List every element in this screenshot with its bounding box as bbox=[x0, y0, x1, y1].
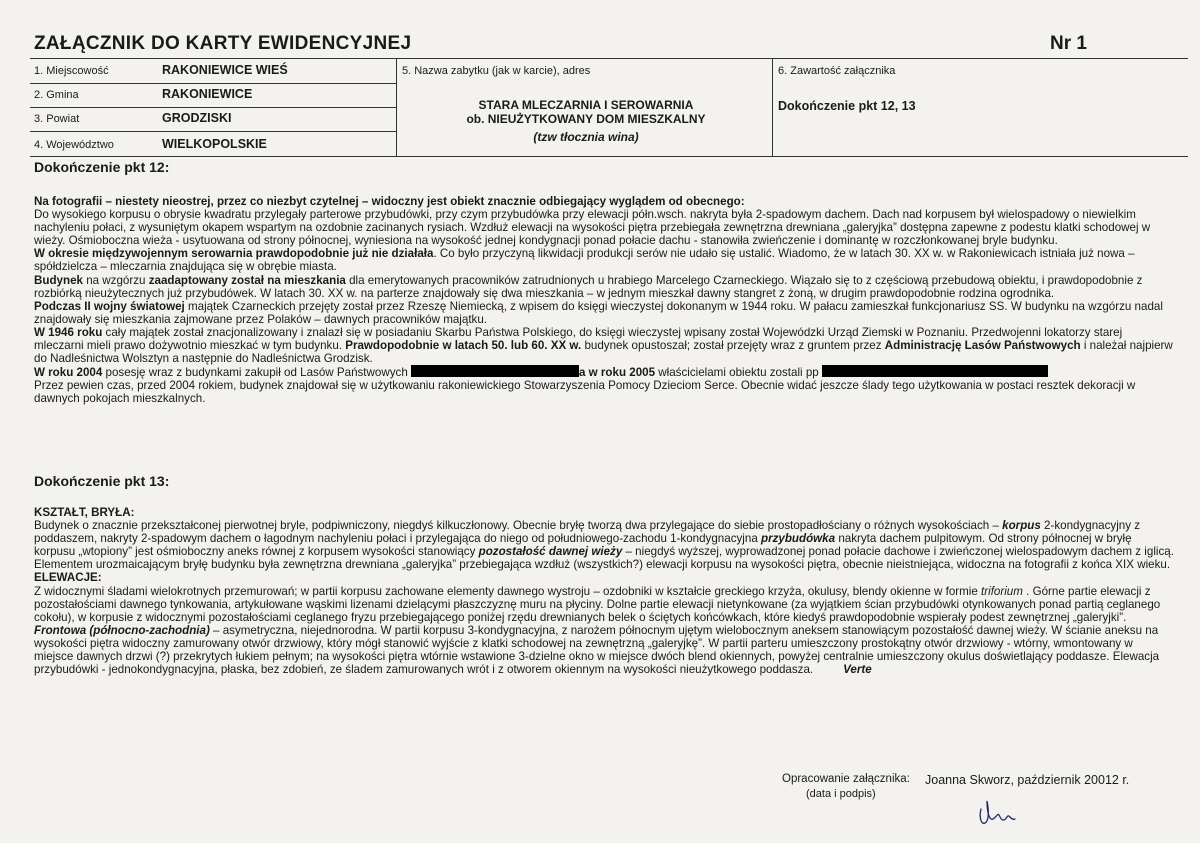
section12-body bbox=[34, 195, 1174, 406]
monument-name-line1: STARA MLECZARNIA I SEROWARNIA bbox=[478, 98, 694, 112]
section12-paragraph bbox=[34, 300, 1174, 326]
emphasis-text: W roku 2004 bbox=[34, 366, 103, 380]
body-text: – niegdyś wyższej, wyprowadzonej ponad połacie dachowe i zwieńczonej wielospadowym dachem z iglicą. bbox=[622, 545, 1174, 559]
section13-body bbox=[34, 506, 1174, 676]
grid-row-line bbox=[30, 83, 396, 84]
verte-marker: Verte bbox=[843, 663, 872, 677]
field-value-powiat: GRODZISKI bbox=[162, 111, 232, 125]
contents-value: Dokończenie pkt 12, 13 bbox=[778, 99, 916, 113]
grid-row-line bbox=[30, 131, 396, 132]
footer-label: Opracowanie załącznika: bbox=[782, 773, 910, 785]
monument-label: 5. Nazwa zabytku (jak w karcie), adres bbox=[402, 65, 591, 77]
field-label-powiat: 3. Powiat bbox=[34, 113, 80, 125]
redaction-bar bbox=[411, 365, 579, 377]
monument-note: (tzw tłocznia wina) bbox=[533, 130, 639, 144]
body-text: Przez pewien czas, przed 2004 rokiem, budynek znajdował się w użytkowaniu rakoniewickiego Stowarzyszenia Pomocy Dzieciom Serce. Obecnie widać jeszcze ślady tego użytkowania w postaci resztek dekoracji w dawnych pokojach mieszkalnych. bbox=[34, 379, 1136, 406]
body-text: i należał najpierw do Nadleśnictwa Wolsztyn a następnie do Nadleśnictwa Grodzisk. bbox=[34, 339, 1173, 366]
body-text: właścicielami obiektu zostali pp bbox=[655, 366, 822, 380]
emphasis-text: W okresie międzywojennym serowarnia prawdopodobnie już nie działała bbox=[34, 247, 434, 261]
emphasis-text: Budynek bbox=[34, 273, 83, 287]
subsection-heading: KSZTAŁT, BRYŁA: bbox=[34, 506, 135, 519]
section12-paragraph bbox=[34, 274, 1174, 300]
body-text: dla emerytowanych pracowników zatrudnionych u hrabiego Marcelego Czarneckiego. Wiązało się to z częściową przebudową obiektu, i prawdopodobnie z rozbiórką nieużytecznych już przybudówek. W latach 30. XX w. na parterze znajdowały się dwa mieszkania – w jednym mieszkał dawny stangret z żoną, w drugim prawdopodobnie rodzina ogrodnika. bbox=[34, 273, 1143, 300]
emphasis-text: Prawdopodobnie w latach 50. lub 60. XX w. bbox=[345, 339, 582, 353]
field-label-wojewodztwo: 4. Województwo bbox=[34, 139, 114, 151]
footer-sublabel: (data i podpis) bbox=[806, 788, 876, 800]
section13-paragraph bbox=[34, 519, 1174, 558]
emphasis-text: Frontowa (północno-zachodnia) bbox=[34, 623, 210, 637]
body-text: majątek Czarneckich przejęty został przez Rzeszę Niemiecką, z wpisem do księgi wieczystej dokonanym w 1944 roku. W pałacu zamieszkał funkcjonariusz SS. W budynku na wzgórzu nadal znajdowały się mieszkania zajmowane przez Polaków – dawnych pracowników majątku. bbox=[34, 299, 1163, 326]
section12-paragraph bbox=[34, 365, 1174, 405]
info-grid bbox=[30, 58, 1188, 157]
body-text: na wzgórzu bbox=[82, 273, 149, 287]
emphasis-text: pozostałość dawnej wieży bbox=[478, 545, 623, 559]
section13-paragraph bbox=[34, 585, 1174, 624]
field-label-miejscowosc: 1. Miejscowość bbox=[34, 65, 109, 77]
field-value-miejscowosc: RAKONIEWICE WIEŚ bbox=[162, 63, 288, 77]
section13-paragraph: Elementem urozmaicającym bryłę budynku była zewnętrzna drewniana „galeryjka” przebiegająca wzdłuż (wszystkich?) elewacji korpusu na wysokości piętra, obecnie nieistniejąca, widoczna na fotografii z końca XIX wieku. bbox=[34, 558, 1171, 572]
emphasis-text: triforium bbox=[981, 584, 1023, 598]
emphasis-text: W 1946 roku bbox=[34, 325, 103, 339]
body-text: Z widocznymi śladami wielokrotnych przemurowań; w partii korpusu zachowane elementy dawnego wystroju – ozdobniki w kształcie greckiego krzyża, okulusy, blendy okienne w formie bbox=[34, 584, 982, 598]
body-text: . Co było przyczyną likwidacji produkcji serów nie udało się ustalić. Wiadomo, że w latach 30. XX w. w Rakoniewicach istniała już nowa – spółdzielcza – mleczarnia znajdująca się w obrębie miasta. bbox=[34, 247, 1135, 274]
body-text: Do wysokiego korpusu o obrysie kwadratu przylegały parterowe przybudówki, przy czym przybudówka przy elewacji półn.wsch. nakryta była 2-spadowym dachem. Dach nad korpusem był wielospadowy o niewielkim nachyleniu połaci, z wysuniętym okapem wspartym na ozdobnie zacinanych rysiach. Wzdłuż elewacji na wysokości piętra przebiegała zewnętrzna drewniana „galeryjka” dostępna zapewne z podestu klatki schodowej w wieży. Ośmioboczna wieża - usytuowana od strony północnej, wyniesiona na wysokość jednej kondygnacji ponad połacie dachu - stanowiła zwieńczenie i dominantę w rozczłonkowanej bryle budynku. bbox=[34, 208, 1151, 248]
emphasis-text: a w roku 2005 bbox=[579, 366, 656, 380]
emphasis-text: przybudówka bbox=[761, 532, 836, 546]
section12-paragraph bbox=[34, 195, 1174, 247]
field-value-wojewodztwo: WIELKOPOLSKIE bbox=[162, 137, 267, 151]
field-value-gmina: RAKONIEWICE bbox=[162, 87, 253, 101]
body-text: nakryta dachem pulpitowym. Od strony północnej w bryłę korpusu „wtopiony” jest ośmioboczny aneks równej z korpusem wysokości stanowiący bbox=[34, 532, 1132, 559]
section12-heading: Dokończenie pkt 12: bbox=[34, 159, 170, 175]
contents-label: 6. Zawartość załącznika bbox=[778, 65, 896, 77]
section13-paragraph bbox=[34, 624, 1174, 676]
section12-paragraph bbox=[34, 326, 1174, 365]
emphasis-text: Na fotografii – niestety nieostrej, przez co niezbyt czytelnej – widoczny jest obiekt znacznie odbiegający wyglądem od obecnego: bbox=[34, 195, 745, 208]
emphasis-text: zaadaptowany został na mieszkania bbox=[148, 273, 346, 287]
footer-author: Joanna Skworz, październik 20012 r. bbox=[925, 773, 1130, 787]
body-text: – asymetryczna, niejednorodna. W partii korpusu 3-kondygnacyjna, z narożem północnym ujętym wielobocznym aneksem stanowiącym pozostałość dawnej wieży. W ścianie aneksu na wysokości piętra widoczny zamurowany otwór drzwiowy, który mógł stanowić wyjście z klatki schodowej na zewnętrzną „galeryjkę”. W partii parteru umieszczony prostokątny otwór drzwiowy - wtórny, wmontowany w miejsce dawnych drzwi (?) przekrytych łukiem pełnym; na wysokości piętra wtórnie wstawione 3-dzielne okno w miejsce dwóch blend okiennych, powyżej centralnie umieszczony okulus doświetlający poddasze. Elewacja przybudówki - jednokondygnacyjna, płaska, bez zdobień, ze śladem zamurowanych wrót i z otworem okiennym na wysokości nieużytkowego poddasza. bbox=[34, 623, 1160, 677]
section12-paragraph bbox=[34, 247, 1174, 273]
document-number: Nr 1 bbox=[1050, 33, 1087, 54]
monument-name bbox=[396, 98, 776, 126]
grid-row-line bbox=[30, 107, 396, 108]
body-text: 2-kondygnacyjny z poddaszem, nakryty 2-spadowym dachem o łagodnym nachyleniu połaci i przylegająca do niego od południowego-zachodu 1-kondygnacyjna bbox=[34, 519, 1141, 546]
document-title: ZAŁĄCZNIK DO KARTY EWIDENCYJNEJ bbox=[34, 33, 412, 54]
body-text: posesję wraz z budynkami zakupił od Lasów Państwowych bbox=[102, 366, 411, 380]
body-text: Budynek o znacznie przekształconej pierwotnej bryle, podpiwniczony, niegdyś kilkuczłonowy. Obecnie bryłę tworzą dwa przylegające do siebie prostopadłościany o różnych wysokościach – bbox=[34, 519, 1003, 533]
emphasis-text: Administrację Lasów Państwowych bbox=[884, 339, 1081, 353]
emphasis-text: korpus bbox=[1002, 519, 1041, 533]
subsection-heading: ELEWACJE: bbox=[34, 571, 102, 585]
emphasis-text: Podczas II wojny światowej bbox=[34, 299, 185, 313]
field-label-gmina: 2. Gmina bbox=[34, 89, 79, 101]
monument-name-line2: ob. NIEUŻYTKOWANY DOM MIESZKALNY bbox=[466, 112, 706, 126]
redaction-bar bbox=[822, 365, 1048, 377]
signature-icon bbox=[975, 797, 1025, 831]
body-text: cały majątek został znacjonalizowany i znalazł się w posiadaniu Skarbu Państwa Polskiego, do księgi wieczystej wpisany został Wojewódzki Urząd Ziemski w Poznaniu. Przedwojenni lokatorzy starej mleczarni mieli prawo dożywotnio mieszkać w tym budynku. bbox=[34, 325, 1123, 353]
body-text: budynek opustoszał; został przejęty wraz z gruntem przez bbox=[581, 339, 885, 353]
body-text: . Górne partie elewacji z pozostałościami dawnego tynkowania, artykułowane wąskimi lizenami dzielącymi płaszczyznę muru na płyciny. Dolne partie elewacji nietynkowane (za wyjątkiem ścian przybudówki otynkowanych ponad partią ceglanego cokołu), w korpusie z widocznymi pozostałościami ceglanego fryzu przebiegającego poniżej rzędu drewnianych belek o ściętych końcówkach, które kiedyś prawdopodobnie wspierały podest zewnętrznej „galeryjki”. bbox=[34, 584, 1161, 624]
section13-heading: Dokończenie pkt 13: bbox=[34, 473, 170, 489]
